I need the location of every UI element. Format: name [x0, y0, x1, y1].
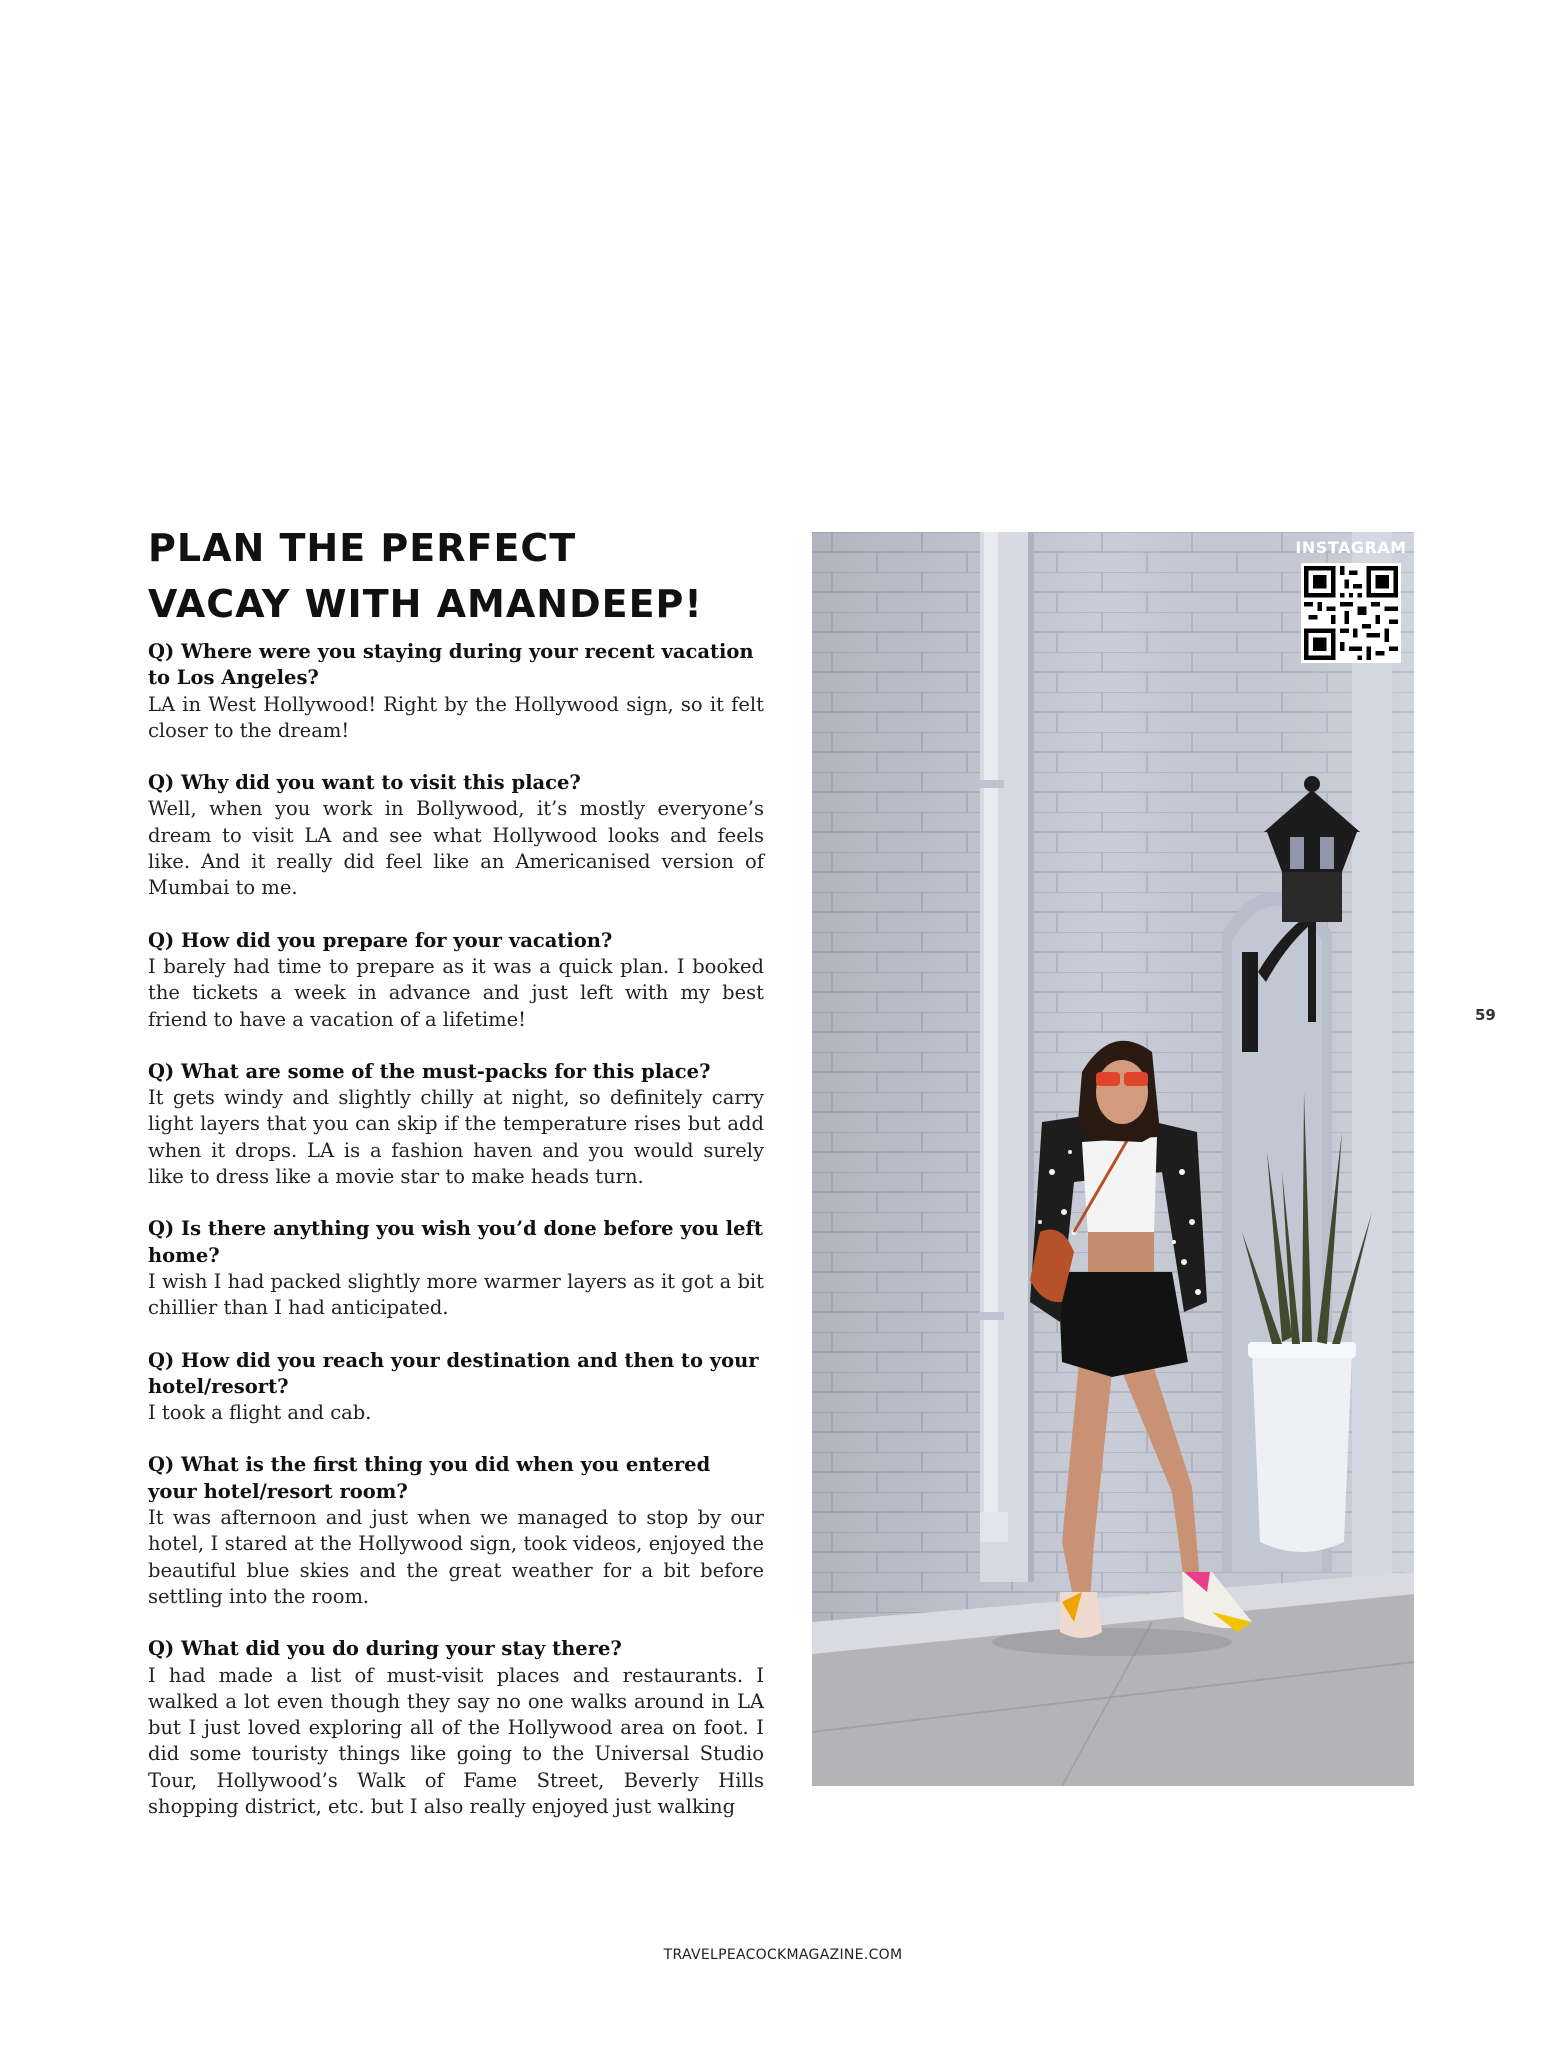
answer: It was afternoon and just when we managed to stop by our hotel, I stared at the Hollywood sign, took videos, enjoyed the beautiful blue skies and the great weather for a bit before settling into the room.	[148, 1506, 764, 1608]
question: Q) Where were you staying during your recent vacation to Los Angeles?	[148, 640, 754, 690]
qa-item	[148, 639, 764, 744]
footer-url[interactable]: TRAVELPEACOCKMAGAZINE.COM	[663, 1947, 903, 1963]
qa-item	[148, 1059, 764, 1190]
instagram-qr[interactable]	[1295, 538, 1407, 663]
qa-item	[148, 1636, 764, 1820]
question: Q) What is the first thing you did when you entered your hotel/resort room?	[148, 1453, 711, 1503]
question: Q) How did you reach your destination and then to your hotel/resort?	[148, 1348, 759, 1398]
qa-column	[148, 639, 764, 1846]
answer: I wish I had packed slightly more warmer layers as it got a bit chillier than I had anticipated.	[148, 1269, 764, 1320]
qa-item	[148, 928, 764, 1033]
answer: I took a flight and cab.	[148, 1401, 372, 1425]
qa-item	[148, 1348, 764, 1427]
pilaster	[1352, 532, 1392, 1592]
answer: LA in West Hollywood! Right by the Hollywood sign, so it felt closer to the dream!	[148, 692, 764, 742]
answer: I barely had time to prepare as it was a quick plan. I booked the tickets a week in advance and just left with my best friend to have a vacation of a lifetime!	[148, 954, 764, 1031]
downpipe	[984, 532, 998, 1532]
page-number: 59	[1475, 1006, 1496, 1024]
photo-illustration	[812, 532, 1414, 1786]
question: Q) How did you prepare for your vacation?	[148, 928, 613, 952]
question: Q) Is there anything you wish you’d done before you left home?	[148, 1217, 763, 1267]
answer: I had made a list of must-visit places and restaurants. I walked a lot even though they say no one walks around in LA but I just loved exploring all of the Hollywood area on foot. I did some touristy things like going to the Universal Studio Tour, Hollywood’s Walk of Fame Street, Beverly Hills shopping district, etc. but I also really enjoyed just walking	[148, 1663, 764, 1818]
qa-item	[148, 1452, 764, 1610]
qr-label: INSTAGRAM	[1295, 538, 1407, 557]
travel-photo	[812, 532, 1414, 1786]
qa-item	[148, 1216, 764, 1321]
question: Q) What are some of the must-packs for this place?	[148, 1059, 711, 1083]
answer: Well, when you work in Bollywood, it’s mostly everyone’s dream to visit LA and see what Hollywood looks and feels like. And it really did feel like an Americanised version of Mumbai to me.	[148, 797, 764, 900]
qr-code-icon[interactable]	[1301, 563, 1401, 663]
qr-pattern	[1304, 566, 1398, 660]
qa-item	[148, 770, 764, 901]
question: Q) Why did you want to visit this place?	[148, 771, 581, 795]
question: Q) What did you do during your stay there?	[148, 1637, 622, 1661]
article-title: PLAN THE PERFECT VACAY WITH AMANDEEP!	[148, 526, 703, 626]
answer: It gets windy and slightly chilly at night, so definitely carry light layers that you can skip if the temperature rises but add when it drops. LA is a fashion haven and you would surely like to dress like a movie star to make heads turn.	[148, 1086, 764, 1189]
